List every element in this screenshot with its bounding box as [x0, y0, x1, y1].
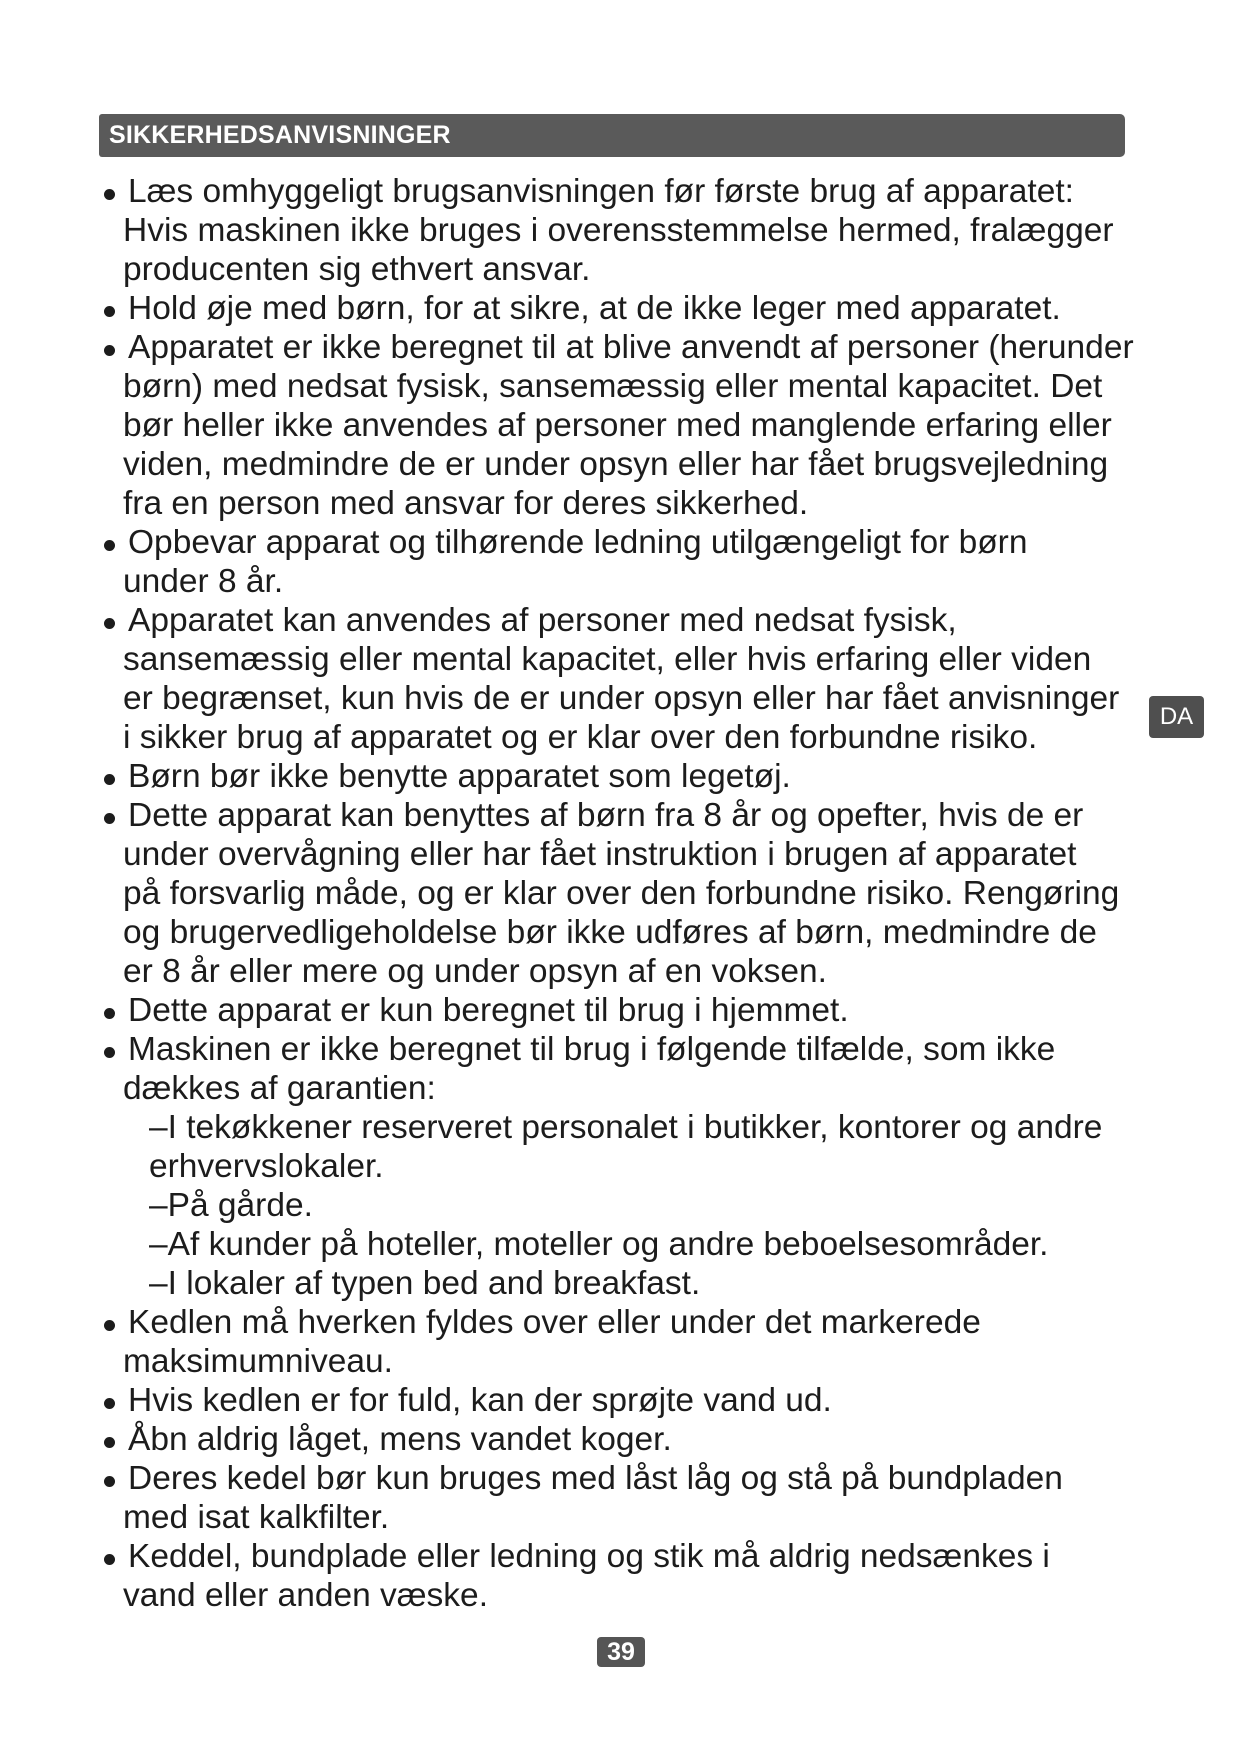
item-text: fra en person med ansvar for deres sikkerhed. [123, 485, 809, 522]
language-tab [1149, 696, 1204, 738]
item-text: viden, medmindre de er under opsyn eller har fået brugsvejledning [123, 446, 1109, 483]
bullet-line [0, 1303, 1241, 1342]
item-text: Læs omhyggeligt brugsanvisningen før første brug af apparatet: [128, 173, 1074, 210]
item-text: på forsvarlig måde, og er klar over den forbundne risiko. Rengøring [123, 875, 1120, 912]
item-text: Dette apparat kan benyttes af børn fra 8 år og opefter, hvis de er [128, 797, 1084, 834]
item-text: med isat kalkfilter. [123, 1499, 390, 1536]
item-text: er 8 år eller mere og under opsyn af en voksen. [123, 953, 827, 990]
bullet-line [0, 757, 1241, 796]
bullet-icon [104, 618, 115, 629]
bullet-icon [104, 1554, 115, 1565]
bullet-line [0, 991, 1241, 1030]
sub-item-text: –I tekøkkener reserveret personalet i butikker, kontorer og andre [149, 1109, 1103, 1146]
bullet-line [0, 1459, 1241, 1498]
item-text: Børn bør ikke benytte apparatet som legetøj. [128, 758, 791, 795]
sub-list-item [0, 1225, 1241, 1264]
bullet-icon [104, 540, 115, 551]
item-text: er begrænset, kun hvis de er under opsyn eller har fået anvisninger [123, 680, 1120, 717]
sub-item-text: –På gårde. [149, 1187, 313, 1224]
item-text: under 8 år. [123, 563, 284, 600]
item-text: maksimumniveau. [123, 1343, 393, 1380]
item-text: Opbevar apparat og tilhørende ledning utilgængeligt for børn [128, 524, 1028, 561]
list-item [0, 1537, 1241, 1615]
bullet-line [0, 1420, 1241, 1459]
item-text: Åbn aldrig låget, mens vandet koger. [128, 1421, 672, 1458]
sub-item-text: –Af kunder på hoteller, moteller og andre beboelsesområder. [149, 1226, 1049, 1263]
item-text: Deres kedel bør kun bruges med låst låg og stå på bundpladen [128, 1460, 1063, 1497]
bullet-icon [104, 1398, 115, 1409]
list-item [0, 289, 1241, 328]
list-item [0, 328, 1241, 523]
list-item [0, 523, 1241, 601]
sub-item-text: erhvervslokaler. [149, 1148, 384, 1185]
bullet-icon [104, 345, 115, 356]
bullet-icon [104, 189, 115, 200]
bullet-icon [104, 813, 115, 824]
item-text: Kedlen må hverken fyldes over eller under det markerede [128, 1304, 981, 1341]
bullet-line [0, 289, 1241, 328]
list-item [0, 757, 1241, 796]
bullet-line [0, 328, 1241, 367]
item-text: og brugervedligeholdelse bør ikke udføres af børn, medmindre de [123, 914, 1097, 951]
list-item [0, 172, 1241, 289]
page-number-badge [597, 1637, 645, 1667]
list-item [0, 796, 1241, 991]
safety-instructions-list [0, 172, 1241, 1615]
bullet-icon [104, 1008, 115, 1019]
bullet-line [0, 172, 1241, 211]
bullet-line [0, 796, 1241, 835]
sub-list-item [0, 1108, 1241, 1186]
list-item [0, 1420, 1241, 1459]
section-header-bar [99, 114, 1125, 157]
list-item [0, 1381, 1241, 1420]
bullet-line [0, 1381, 1241, 1420]
bullet-icon [104, 1476, 115, 1487]
list-item [0, 601, 1241, 757]
bullet-line [0, 1030, 1241, 1069]
page-number: 39 [607, 1638, 635, 1666]
item-text: Maskinen er ikke beregnet til brug i følgende tilfælde, som ikke [128, 1031, 1056, 1068]
bullet-icon [104, 306, 115, 317]
item-text: Keddel, bundplade eller ledning og stik må aldrig nedsænkes i [128, 1538, 1050, 1575]
section-title: SIKKERHEDSANVISNINGER [109, 121, 451, 149]
item-text: i sikker brug af apparatet og er klar over den forbundne risiko. [123, 719, 1038, 756]
bullet-line [0, 601, 1241, 640]
bullet-icon [104, 1320, 115, 1331]
item-text: under overvågning eller har fået instruktion i brugen af apparatet [123, 836, 1077, 873]
sub-list-item [0, 1186, 1241, 1225]
list-item [0, 991, 1241, 1030]
item-text: Dette apparat er kun beregnet til brug i hjemmet. [128, 992, 849, 1029]
item-text: Hvis maskinen ikke bruges i overensstemmelse hermed, fralægger [123, 212, 1114, 249]
list-item [0, 1030, 1241, 1303]
bullet-icon [104, 1047, 115, 1058]
language-tab-label: DA [1159, 703, 1194, 730]
item-text: Apparatet er ikke beregnet til at blive anvendt af personer (herunder [128, 329, 1134, 366]
sub-item-text: –I lokaler af typen bed and breakfast. [149, 1265, 701, 1302]
list-item [0, 1303, 1241, 1381]
item-text: sansemæssig eller mental kapacitet, eller hvis erfaring eller viden [123, 641, 1092, 678]
item-text: producenten sig ethvert ansvar. [123, 251, 591, 288]
item-text: bør heller ikke anvendes af personer med manglende erfaring eller [123, 407, 1112, 444]
item-text: Hvis kedlen er for fuld, kan der sprøjte vand ud. [128, 1382, 832, 1419]
item-text: vand eller anden væske. [123, 1577, 488, 1614]
list-item [0, 1459, 1241, 1537]
item-text: børn) med nedsat fysisk, sansemæssig eller mental kapacitet. Det [123, 368, 1103, 405]
bullet-icon [104, 774, 115, 785]
item-text: Hold øje med børn, for at sikre, at de ikke leger med apparatet. [128, 290, 1061, 327]
sub-list-item [0, 1264, 1241, 1303]
bullet-line [0, 523, 1241, 562]
bullet-line [0, 1537, 1241, 1576]
item-text: dækkes af garantien: [123, 1070, 436, 1107]
bullet-icon [104, 1437, 115, 1448]
item-text: Apparatet kan anvendes af personer med nedsat fysisk, [128, 602, 957, 639]
